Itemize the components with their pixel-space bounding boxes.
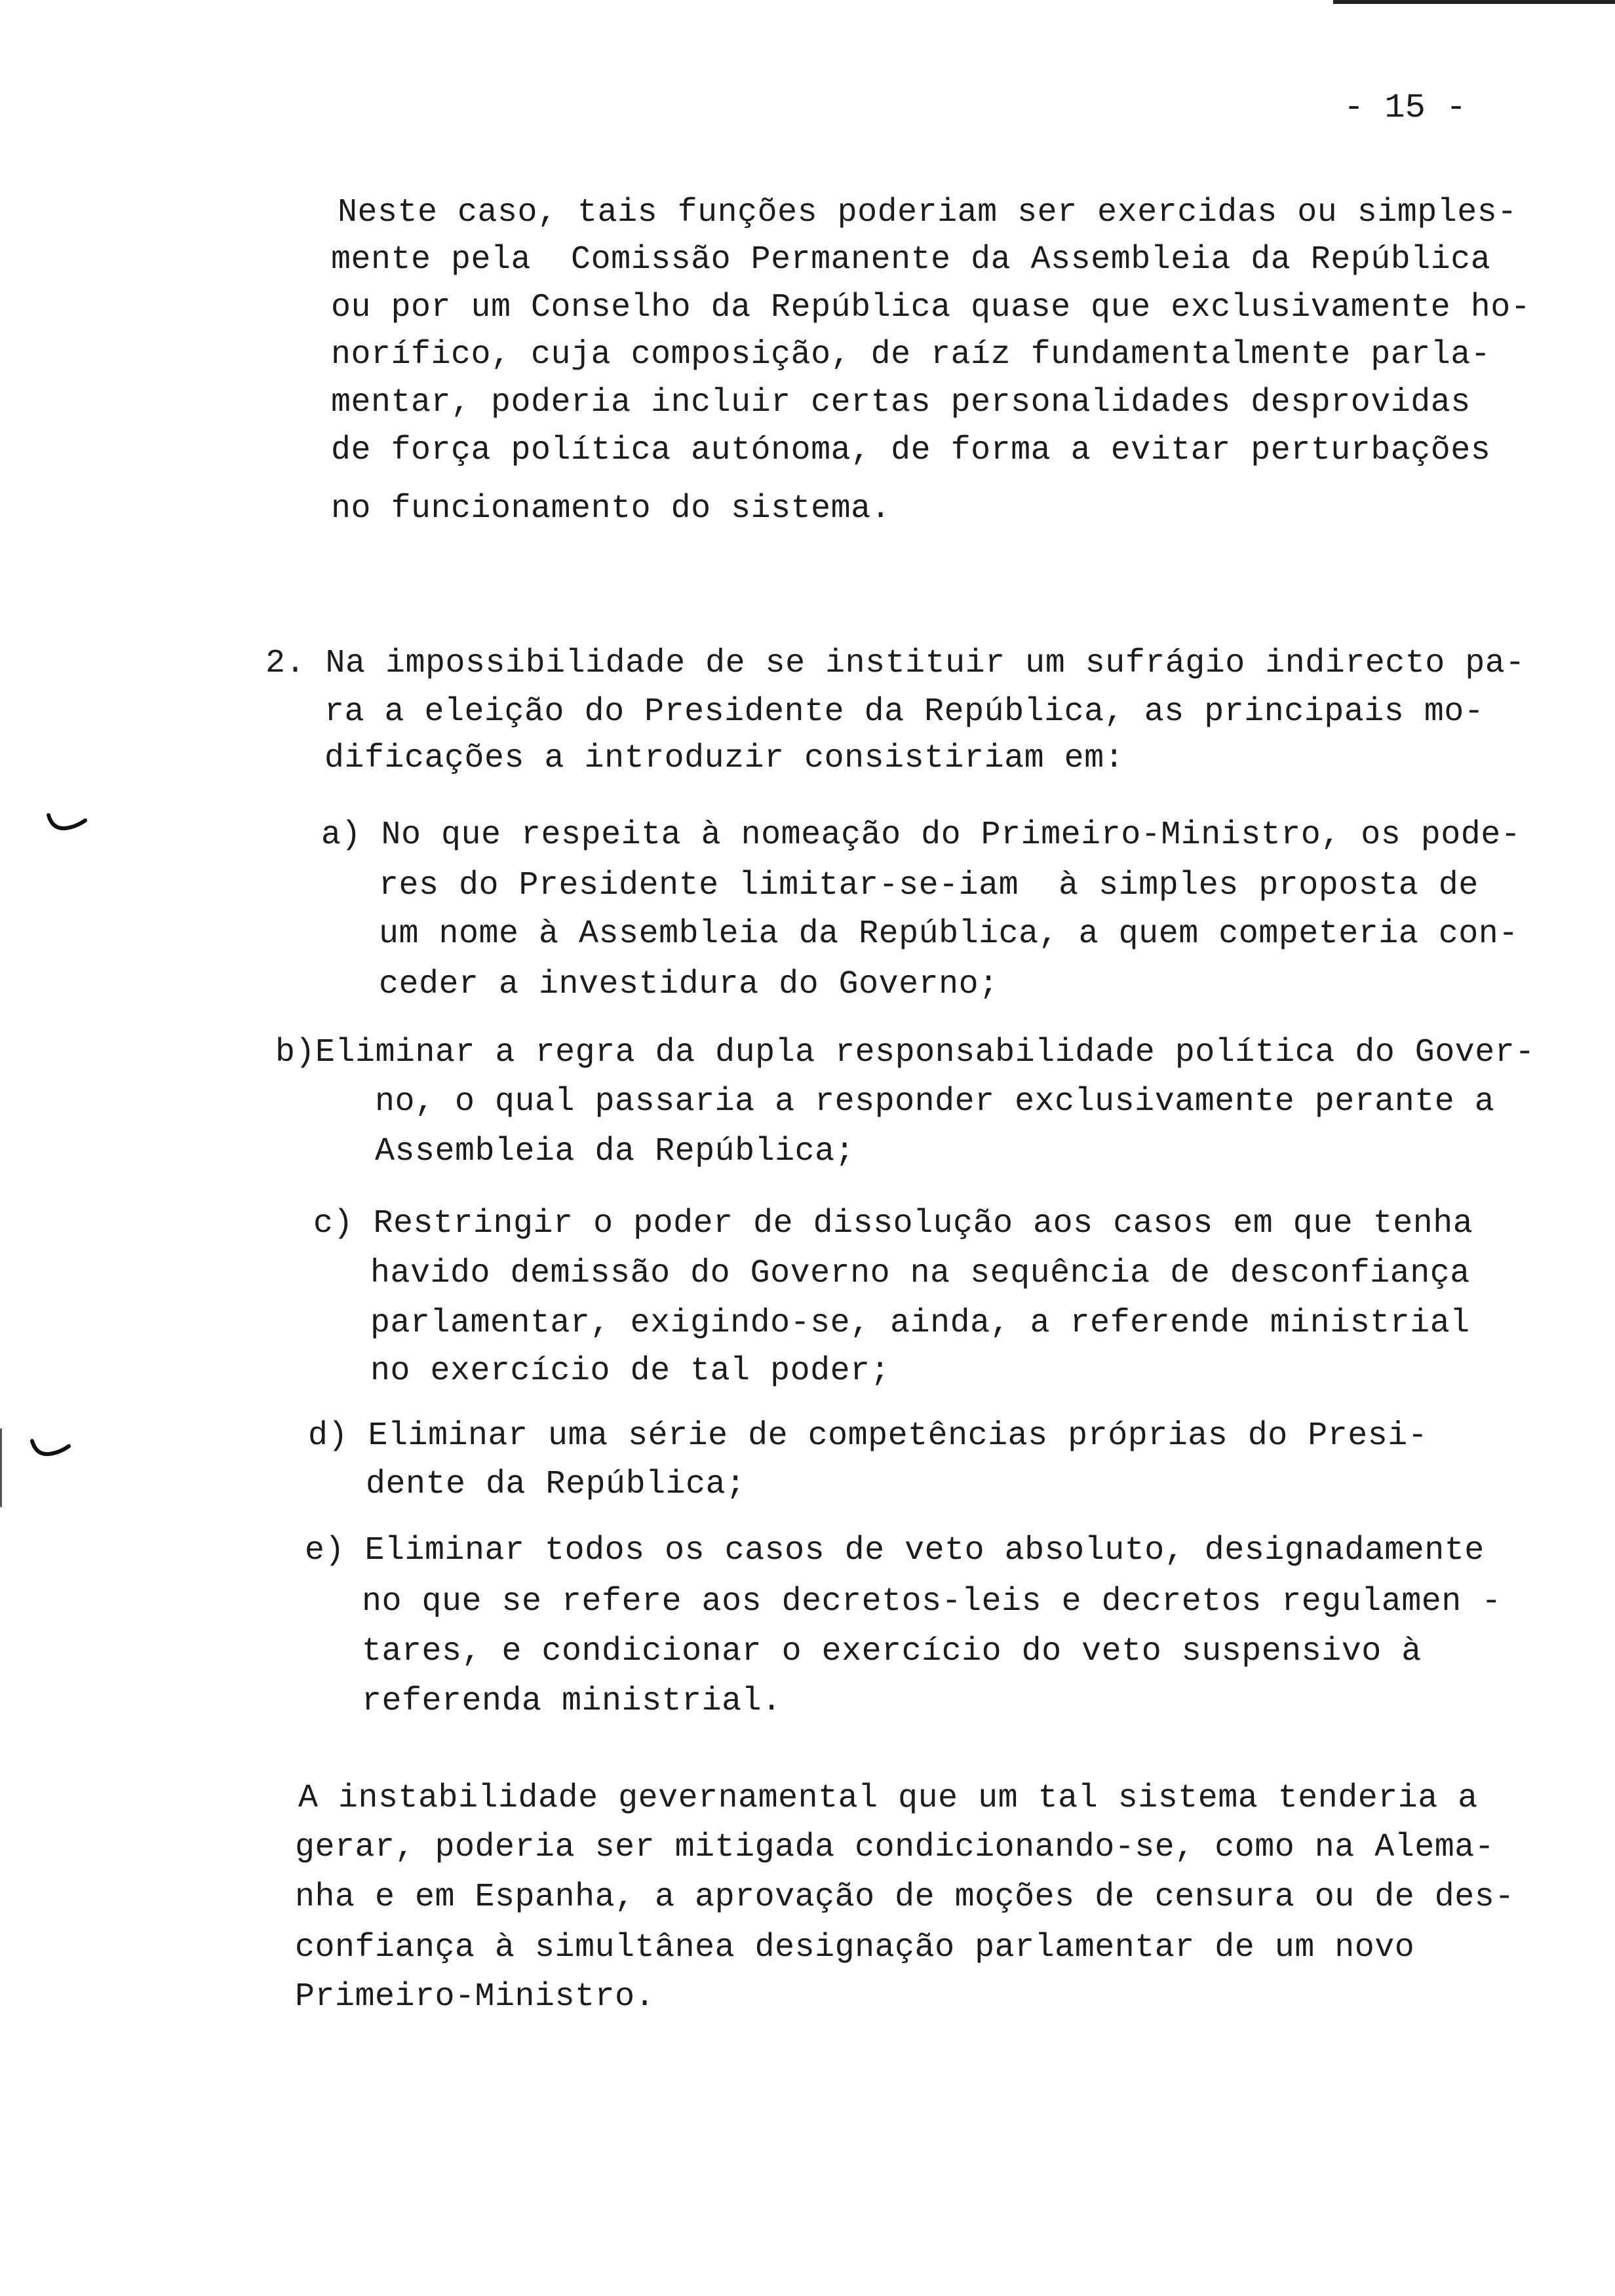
text-line: e) Eliminar todos os casos de veto absoluto, designadamente bbox=[305, 1532, 1485, 1569]
text-line: A instabilidade gevernamental que um tal sistema tenderia a bbox=[298, 1780, 1478, 1817]
text-line: d) Eliminar uma série de competências próprias do Presi- bbox=[308, 1417, 1428, 1455]
text-line: c) Restringir o poder de dissolução aos casos em que tenha bbox=[313, 1205, 1473, 1242]
text-line: gerar, poderia ser mitigada condicionando-se, como na Alema- bbox=[295, 1829, 1495, 1866]
text-line: norífico, cuja composição, de raíz fundamentalmente parla- bbox=[331, 336, 1491, 373]
text-line: confiança à simultânea designação parlamentar de um novo bbox=[295, 1929, 1415, 1966]
text-line: dente da República; bbox=[366, 1466, 746, 1503]
text-line: ou por um Conselho da República quase que exclusivamente ho- bbox=[331, 289, 1531, 326]
text-line: Primeiro-Ministro. bbox=[295, 1978, 655, 2016]
text-line: ceder a investidura do Governo; bbox=[379, 966, 999, 1003]
text-line: dificações a introduzir consistiriam em: bbox=[324, 740, 1125, 777]
text-line: Assembleia da República; bbox=[375, 1133, 855, 1170]
margin-check-mark bbox=[46, 813, 88, 833]
text-line: parlamentar, exigindo-se, ainda, a referende ministrial bbox=[370, 1305, 1470, 1342]
text-line: ra a eleição do Presidente da República, as principais mo- bbox=[324, 693, 1485, 731]
text-line: no funcionamento do sistema. bbox=[331, 490, 891, 527]
text-line: mentar, poderia incluir certas personalidades desprovidas bbox=[331, 384, 1471, 421]
text-line: nha e em Espanha, a aprovação de moções de censura ou de des- bbox=[295, 1879, 1515, 1916]
text-line: Neste caso, tais funções poderiam ser exercidas ou simples- bbox=[338, 194, 1517, 231]
text-line: referenda ministrial. bbox=[362, 1683, 782, 1720]
margin-check-mark bbox=[29, 1438, 71, 1459]
text-line: tares, e condicionar o exercício do veto suspensivo à bbox=[362, 1633, 1422, 1670]
left-edge-mark bbox=[0, 1428, 2, 1507]
text-line: mente pela Comissão Permanente da Assembleia da República bbox=[331, 241, 1491, 278]
text-line: 2. Na impossibilidade de se instituir um sufrágio indirecto pa- bbox=[265, 645, 1525, 682]
text-line: de força política autónoma, de forma a evitar perturbações bbox=[331, 432, 1491, 469]
text-line: no, o qual passaria a responder exclusivamente perante a bbox=[375, 1083, 1495, 1120]
text-line: a) No que respeita à nomeação do Primeiro-Ministro, os pode- bbox=[321, 816, 1521, 854]
text-line: res do Presidente limitar-se-iam à simples proposta de bbox=[379, 867, 1479, 904]
text-line: no que se refere aos decretos-leis e decretos regulamen - bbox=[362, 1583, 1502, 1620]
text-line: b)Eliminar a regra da dupla responsabilidade política do Gover- bbox=[275, 1034, 1535, 1071]
text-line: havido demissão do Governo na sequência de desconfiança bbox=[370, 1255, 1470, 1292]
text-line: um nome à Assembleia da República, a quem competeria con- bbox=[379, 915, 1519, 953]
text-line: no exercício de tal poder; bbox=[370, 1352, 891, 1390]
page-number: - 15 - bbox=[1344, 88, 1467, 127]
top-edge-rule bbox=[1333, 0, 1615, 4]
